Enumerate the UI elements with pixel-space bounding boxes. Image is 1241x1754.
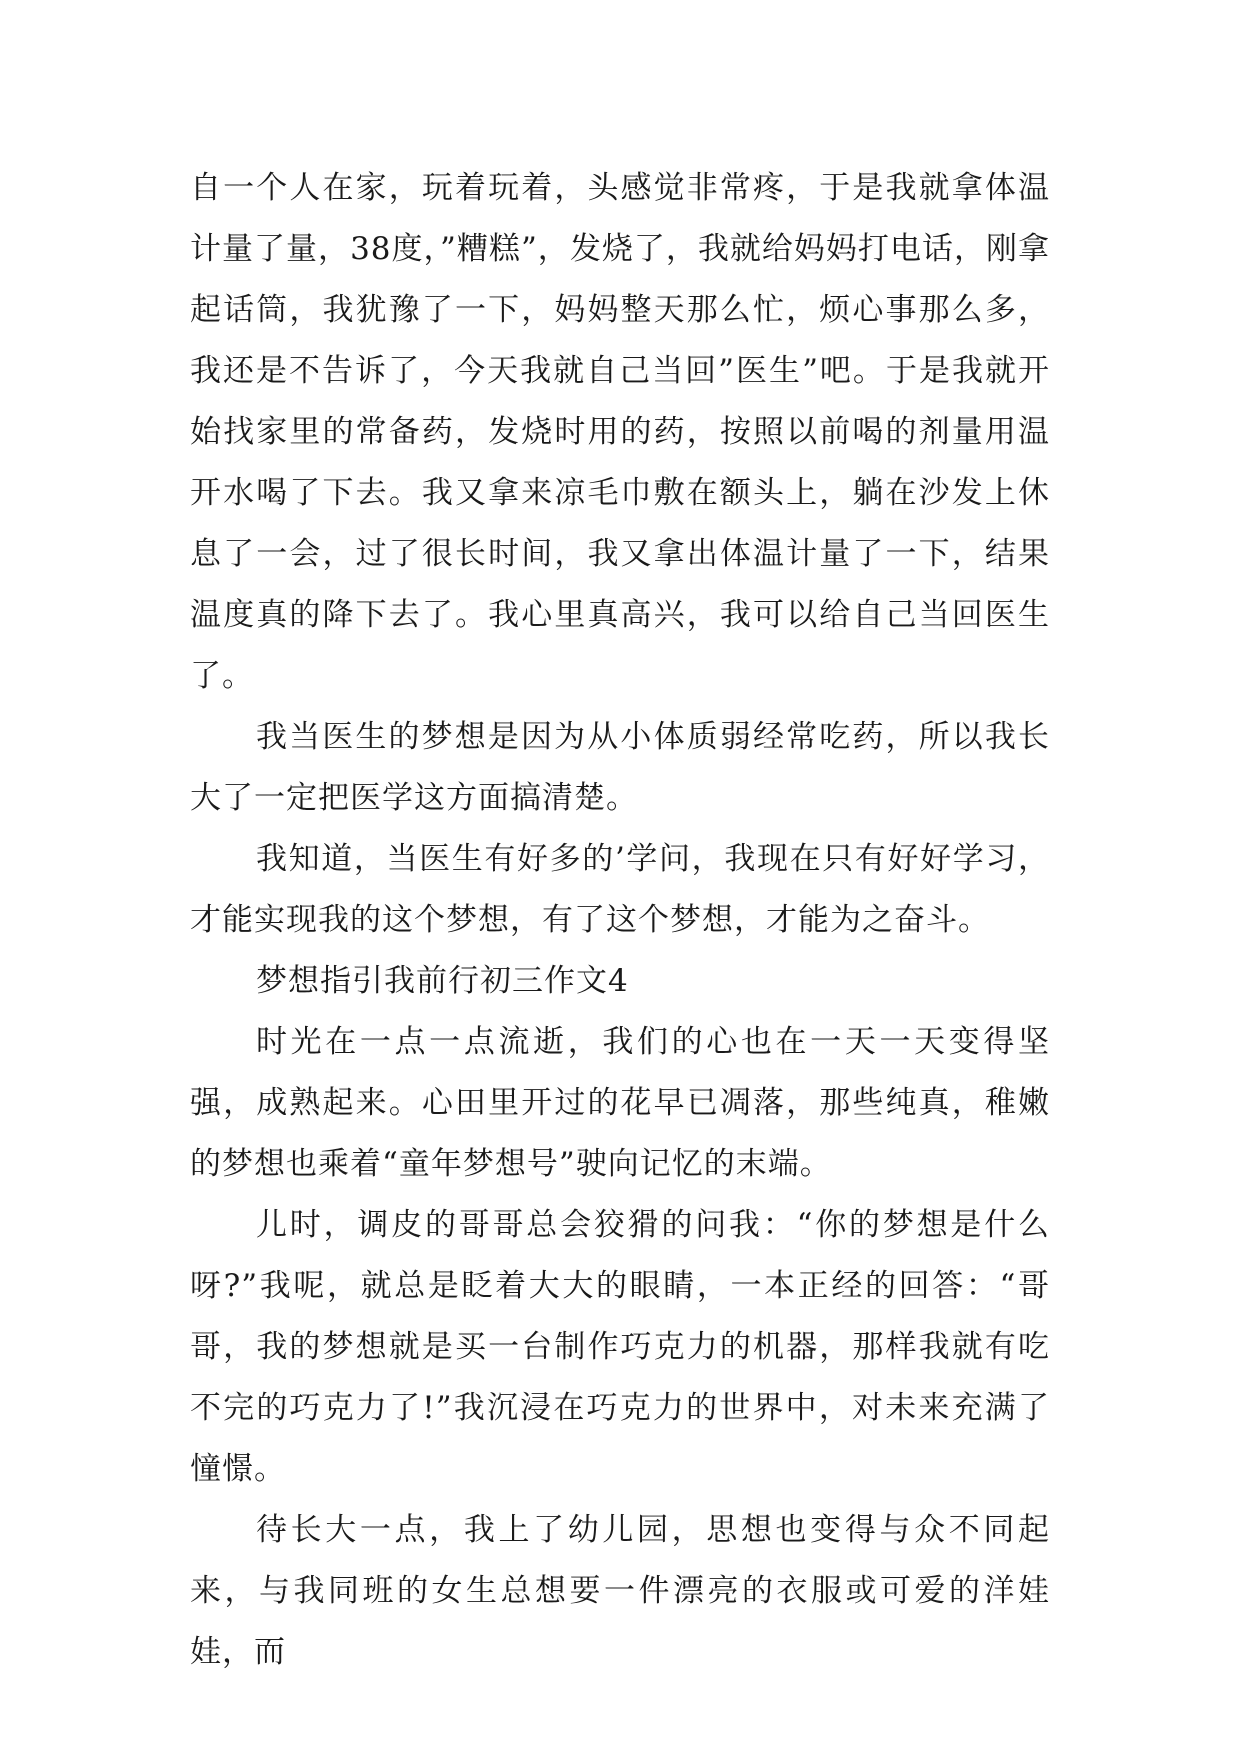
- paragraph-3: 我知道，当医生有好多的’学问，我现在只有好好学习，才能实现我的这个梦想，有了这个梦想，才能为之奋斗。: [190, 841, 1050, 938]
- paragraph-5: 儿时，调皮的哥哥总会狡猾的问我：“你的梦想是什么呀?”我呢，就总是眨着大大的眼睛，一本正经的回答：“哥哥，我的梦想就是买一台制作巧克力的机器，那样我就有吃不完的巧克力了!”我沉浸在巧克力的世界中，对未来充满了憧憬。: [190, 1207, 1050, 1487]
- document-body: [190, 158, 1050, 1683]
- paragraph-4: 时光在一点一点流逝，我们的心也在一天一天变得坚强，成熟起来。心田里开过的花早已凋落，那些纯真，稚嫩的梦想也乘着“童年梦想号”驶向记忆的末端。: [190, 1024, 1050, 1182]
- section-title: 梦想指引我前行初三作文4: [256, 963, 629, 999]
- paragraph-1: 自一个人在家，玩着玩着，头感觉非常疼，于是我就拿体温计量了量，38度，”糟糕”，发烧了，我就给妈妈打电话，刚拿起话筒，我犹豫了一下，妈妈整天那么忙，烦心事那么多，我还是不告诉了，今天我就自己当回”医生”吧。于是我就开始找家里的常备药，发烧时用的药，按照以前喝的剂量用温开水喝了下去。我又拿来凉毛巾敷在额头上，躺在沙发上休息了一会，过了很长时间，我又拿出体温计量了一下，结果温度真的降下去了。我心里真高兴，我可以给自己当回医生了。: [190, 170, 1050, 694]
- paragraph-2: 我当医生的梦想是因为从小体质弱经常吃药，所以我长大了一定把医学这方面搞清楚。: [190, 719, 1050, 816]
- paragraph-6: 待长大一点，我上了幼儿园，思想也变得与众不同起来，与我同班的女生总想要一件漂亮的衣服或可爱的洋娃娃，而: [190, 1512, 1050, 1670]
